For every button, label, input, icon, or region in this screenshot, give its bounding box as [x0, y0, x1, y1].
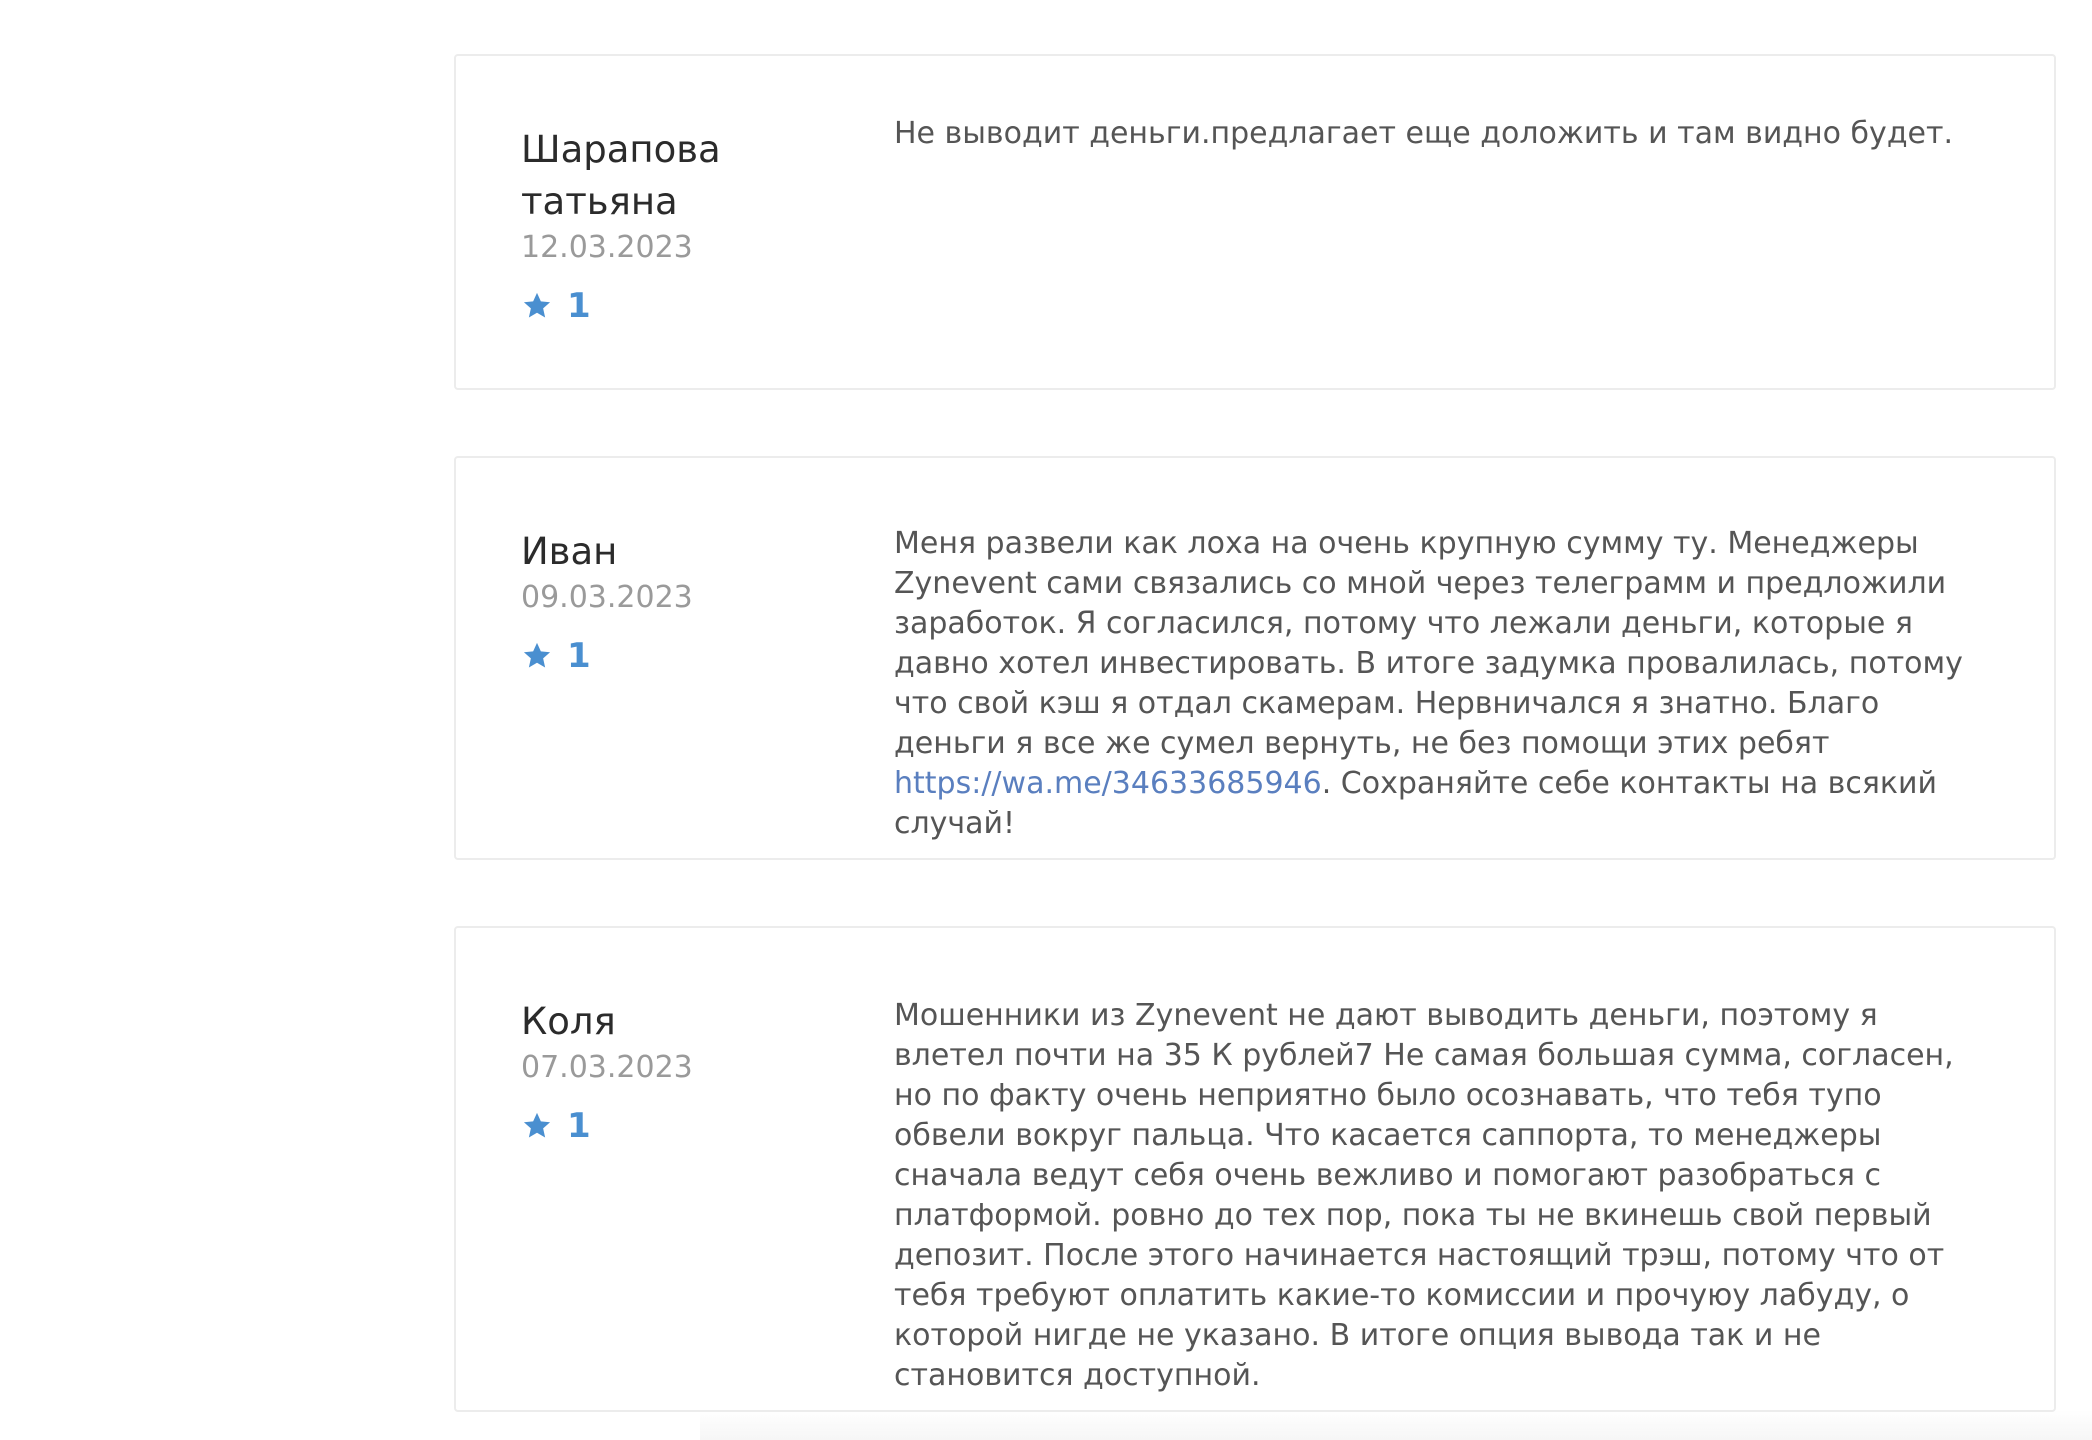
review-card [454, 456, 2056, 860]
review-author-block [521, 526, 841, 678]
review-rating [521, 284, 841, 328]
review-text [894, 114, 1984, 154]
star-icon [521, 290, 553, 322]
review-author-name: Коля [521, 1000, 616, 1043]
review-text-body: Меня развели как лоха на очень крупную сумму ту. Менеджеры Zynevent сами связались со мной через телеграмм и предложили заработок. Я согласился, потому что лежали деньги, которые я давно хотел инвестировать. В итоге задумка провалилась, потому что свой кэш я отдал скамерам. Нервничался я знатно. Благо деньги я все же сумел вернуть, не без помощи этих ребят [894, 526, 1963, 761]
review-rating [521, 1104, 841, 1148]
rating-value: 1 [567, 1106, 591, 1146]
review-text [894, 996, 1984, 1396]
review-card [454, 54, 2056, 390]
review-date: 12.03.2023 [521, 230, 693, 265]
rating-value: 1 [567, 636, 591, 676]
review-text-tail: . Сохраняйте себе контакты на всякий случай! [894, 766, 1937, 841]
review-author-name: Шарапова татьяна [521, 128, 721, 223]
review-card [454, 926, 2056, 1412]
star-icon [521, 640, 553, 672]
review-text [894, 524, 1984, 844]
review-rating [521, 634, 841, 678]
review-author-block [521, 124, 841, 328]
review-author-name: Иван [521, 530, 618, 573]
review-date: 07.03.2023 [521, 1050, 693, 1085]
review-text-body: Мошенники из Zynevent не дают выводить деньги, поэтому я влетел почти на 35 К рублей7 Не самая большая сумма, согласен, но по факту очень неприятно было осознавать, что тебя тупо обвели вокруг пальца. Что касается саппорта, то менеджеры сначала ведут себя очень вежливо и помогают разобраться с платформой. ровно до тех пор, пока ты не вкинешь свой первый депозит. После этого начинается настоящий трэш, потому что от тебя требуют оплатить какие-то комиссии и прочуюу лабуду, о которой нигде не указано. В итоге опция вывода так и не становится доступной. [894, 998, 1954, 1393]
review-text-body: Не выводит деньги.предлагает еще доложить и там видно будет. [894, 116, 1954, 151]
review-date: 09.03.2023 [521, 580, 693, 615]
star-icon [521, 1110, 553, 1142]
review-contact-link[interactable]: https://wa.me/34633685946 [894, 766, 1322, 801]
review-author-block [521, 996, 841, 1148]
bottom-shadow [700, 1410, 2092, 1440]
rating-value: 1 [567, 286, 591, 326]
